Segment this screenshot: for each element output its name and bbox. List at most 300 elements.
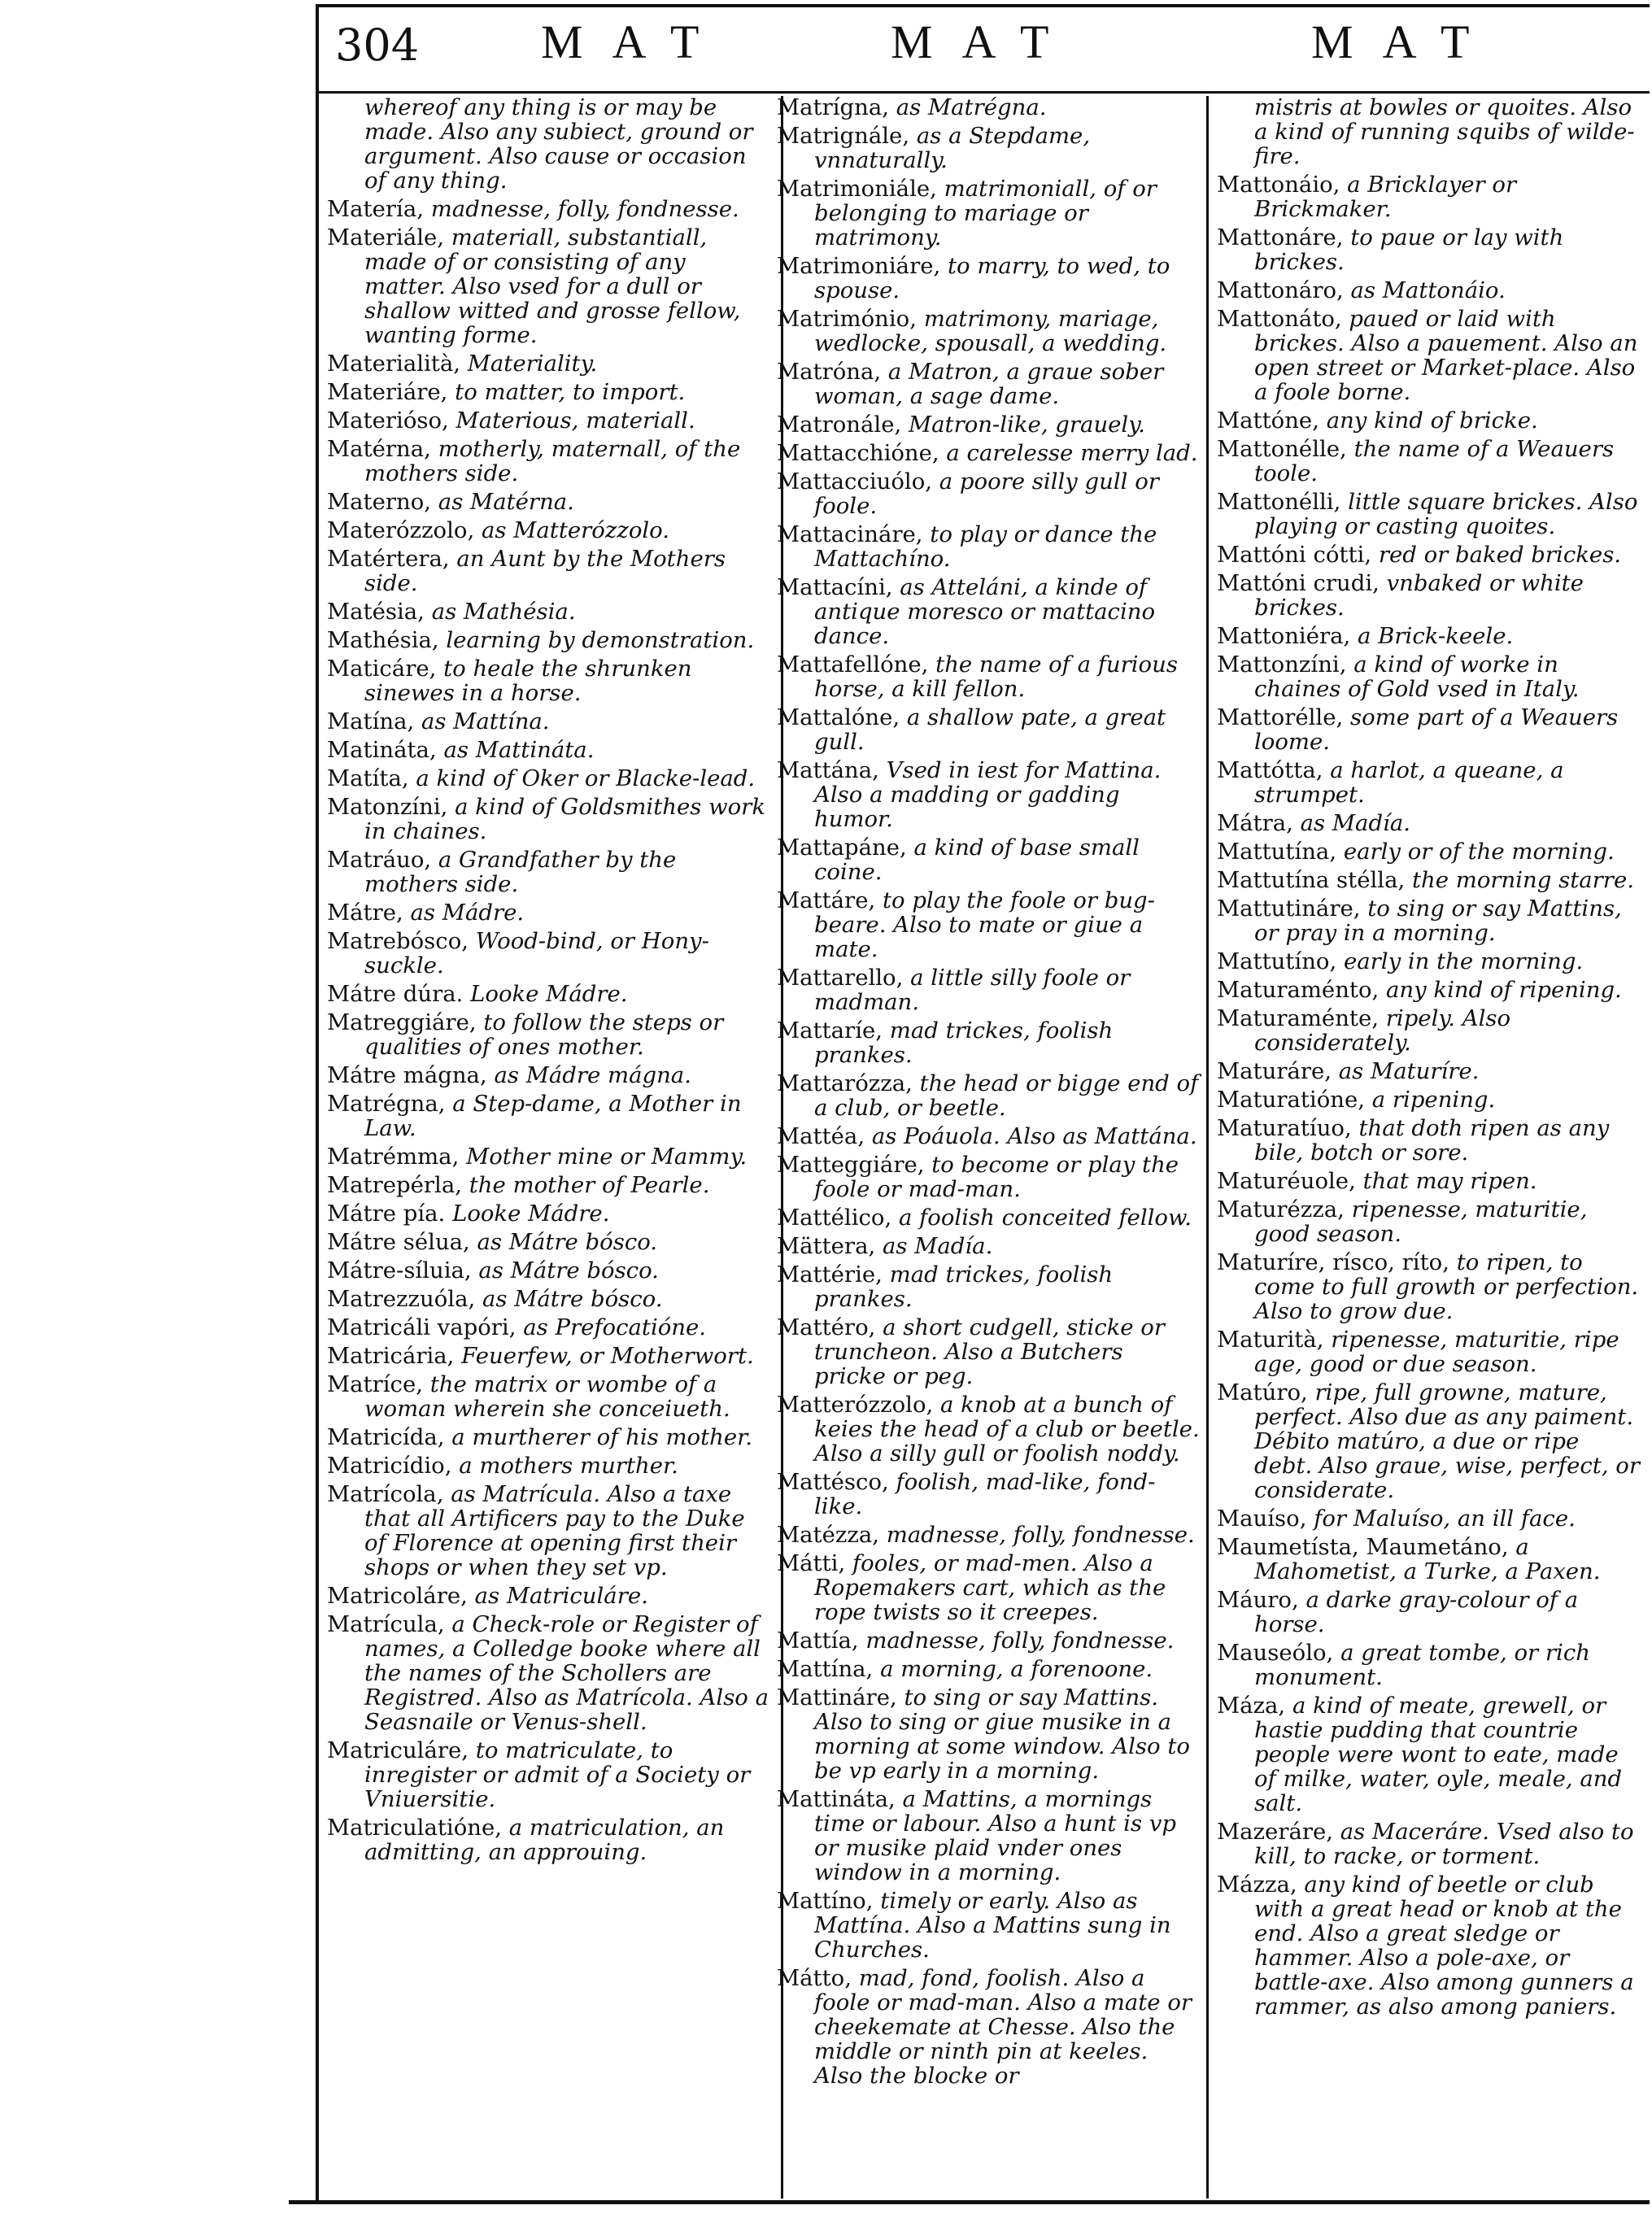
running-head-right: MAT — [1311, 15, 1499, 68]
entry-headword: Maturáre, — [1217, 1058, 1332, 1084]
dictionary-entry — [1217, 1820, 1640, 1868]
entry-headword: Mathésia, — [327, 627, 439, 653]
entry-headword: Mattíno, — [777, 1888, 874, 1914]
dictionary-entry — [327, 1315, 773, 1340]
dictionary-entry — [327, 1738, 773, 1811]
entry-definition: ripely. Also considerately. — [1254, 1005, 1511, 1056]
dictionary-entry — [327, 1815, 773, 1864]
entry-headword: Maturíre, rísco, ríto, — [1217, 1249, 1449, 1275]
dictionary-entry — [1217, 1169, 1640, 1193]
entry-definition: Materious, materiall. — [455, 407, 695, 434]
entry-definition: as Atteláni, a kinde of antique moresco or mattacino dance. — [814, 574, 1156, 649]
entry-definition: madnesse, folly, fondnesse. — [865, 1628, 1175, 1654]
entry-headword: Mattacíni, — [777, 574, 893, 600]
entry-headword: Matrégna, — [327, 1091, 446, 1117]
dictionary-entry — [777, 307, 1200, 355]
entry-definition: as Mádre. — [410, 900, 525, 926]
entry-headword: Mattonélli, — [1217, 489, 1341, 515]
dictionary-entry — [327, 490, 773, 514]
entry-definition: a Check-role or Register of names, a Colledge booke where all the names of the Schollers are Registred. Also as Matrícola. Also a Seasnaile or Venus-shell. — [364, 1611, 769, 1735]
dictionary-entry — [777, 1018, 1200, 1067]
entry-definition: a knob at a bunch of keies the head of a club or beetle. Also a silly gull or foolish noddy. — [814, 1392, 1200, 1467]
entry-definition: as Matterózzolo. — [481, 517, 669, 543]
entry-headword: Mazeráre, — [1217, 1819, 1334, 1845]
dictionary-entry — [327, 1453, 773, 1478]
dictionary-entry — [777, 1889, 1200, 1962]
entry-definition: a Bricklayer or Brickmaker. — [1254, 172, 1517, 222]
entry-headword: Mattóni crudi, — [1217, 570, 1380, 596]
entry-definition: a darke gray-colour of a horse. — [1254, 1587, 1579, 1637]
entry-headword: Matrícula, — [327, 1611, 445, 1637]
entry-headword: Mátra, — [1217, 810, 1293, 836]
entry-definition: foolish, mad-like, fond-like. — [814, 1469, 1156, 1519]
entry-definition: a kind of Goldsmithes work in chaines. — [364, 794, 765, 844]
entry-headword: Matreggiáre, — [327, 1009, 477, 1035]
entry-definition: ripenesse, maturitie, good season. — [1254, 1196, 1588, 1247]
dictionary-entry — [777, 522, 1200, 571]
entry-definition: to ripen, to come to full growth or perfection. Also to grow due. — [1254, 1249, 1639, 1324]
entry-definition: Materiality. — [467, 351, 598, 377]
entry-headword: Máuro, — [1217, 1587, 1299, 1613]
entry-headword: Mattoniéra, — [1217, 623, 1351, 649]
dictionary-entry — [777, 1262, 1200, 1311]
entry-definition: mad, fond, foolish. Also a foole or mad-man. Also a mate or cheekemate at Chesse. Also the middle or ninth pin at keeles. Also the blocke or — [814, 1965, 1192, 2089]
entry-definition: an Aunt by the Mothers side. — [364, 546, 726, 596]
entry-definition: a harlot, a queane, a strumpet. — [1254, 757, 1564, 808]
entry-definition: Feuerfew, or Motherwort. — [461, 1343, 754, 1369]
dictionary-entry — [777, 575, 1200, 648]
dictionary-entry — [1217, 705, 1640, 754]
entry-headword: Matíta, — [327, 765, 409, 791]
entry-continuation: mistris at bowles or quoites. Also a kind of running squibs of wilde-fire. — [1254, 94, 1635, 169]
entry-headword: Mázza, — [1217, 1872, 1297, 1898]
entry-definition: any kind of beetle or club with a great head or knob at the end. Also a great sledge or hammer. Also a pole-axe, or battle-axe. Also among gunners a rammer, as also among paniers. — [1254, 1872, 1634, 2020]
entry-headword: Mátre dúra. — [327, 981, 464, 1007]
entry-definition: that doth ripen as any bile, botch or sore. — [1254, 1115, 1610, 1166]
entry-headword: Maturaménto, — [1217, 977, 1380, 1003]
dictionary-entry — [777, 412, 1200, 437]
entry-headword: Maumetísta, Maumetáno, — [1217, 1534, 1509, 1560]
entry-definition: madnesse, folly, fondnesse. — [886, 1522, 1195, 1548]
entry-headword: Matonzíni, — [327, 794, 448, 820]
entry-headword: Maturézza, — [1217, 1196, 1345, 1222]
entry-definition: as Prefocatióne. — [523, 1314, 707, 1340]
entry-headword: Matricária, — [327, 1343, 455, 1369]
entry-definition: as Mádre mágna. — [494, 1062, 691, 1088]
entry-definition: the name of a Weauers toole. — [1254, 436, 1615, 486]
entry-definition: as Madía. — [882, 1233, 993, 1259]
dictionary-entry — [1217, 758, 1640, 807]
dictionary-entry — [777, 1205, 1200, 1230]
entry-definition: as Matrégna. — [896, 94, 1047, 120]
entry-headword: Matríce, — [327, 1371, 423, 1397]
entry-definition: to play the foole or bug-beare. Also to mate or giue a mate. — [814, 887, 1155, 962]
entry-definition: as Poáuola. Also as Mattána. — [871, 1123, 1197, 1149]
entry-definition: a kind of base small coine. — [814, 835, 1140, 885]
dictionary-entry — [777, 469, 1200, 518]
entry-headword: Mattorélle, — [1217, 704, 1344, 730]
dictionary-entry — [1217, 225, 1640, 274]
dictionary-entry — [1217, 1116, 1640, 1165]
dictionary-entry — [777, 360, 1200, 408]
entry-headword: Maturità, — [1217, 1327, 1324, 1353]
dictionary-entry — [1217, 624, 1640, 648]
dictionary-entry — [327, 518, 773, 543]
entry-headword: Mattonzíni, — [1217, 652, 1347, 678]
dictionary-entry — [1217, 278, 1640, 303]
dictionary-entry — [1217, 811, 1640, 835]
dictionary-entry — [777, 1315, 1200, 1388]
entry-headword: Matrepérla, — [327, 1172, 462, 1198]
entry-definition: any kind of bricke. — [1326, 407, 1538, 434]
entry-headword: Mattélico, — [777, 1205, 892, 1231]
dictionary-entry — [777, 1628, 1200, 1653]
entry-headword: Mattutíno, — [1217, 948, 1337, 974]
page-border-bottom — [289, 2200, 1650, 2204]
entry-definition: as Mathésia. — [431, 599, 576, 625]
entry-headword: Mattacináre, — [777, 521, 923, 547]
entry-headword: Matricáli vapóri, — [327, 1314, 517, 1340]
entry-headword: Maturatióne, — [1217, 1087, 1365, 1113]
dictionary-entry — [327, 1230, 773, 1254]
dictionary-entry — [777, 888, 1200, 961]
entry-headword: Mattináre, — [777, 1684, 897, 1711]
dictionary-entry — [1217, 543, 1640, 567]
dictionary-entry — [777, 1551, 1200, 1624]
entry-definition: Looke Mádre. — [470, 981, 628, 1007]
dictionary-entry — [1217, 1250, 1640, 1323]
dictionary-entry — [1217, 1588, 1640, 1637]
dictionary-entry — [327, 709, 773, 734]
dictionary-entry — [1217, 1327, 1640, 1376]
dictionary-entry — [327, 1612, 773, 1734]
dictionary-entry — [777, 1234, 1200, 1258]
dictionary-entry — [1217, 839, 1640, 864]
dictionary-entry — [327, 225, 773, 347]
entry-headword: Mattótta, — [1217, 757, 1323, 783]
dictionary-entry — [327, 656, 773, 705]
entry-definition: a Matron, a graue sober woman, a sage dame. — [814, 359, 1164, 409]
entry-headword: Mattía, — [777, 1628, 859, 1654]
dictionary-entry — [777, 1153, 1200, 1201]
entry-headword: Máza, — [1217, 1693, 1286, 1719]
dictionary-entry — [1217, 408, 1640, 433]
dictionary-entry — [327, 547, 773, 595]
dictionary-entry — [777, 1787, 1200, 1885]
entry-definition: as Mattináta. — [443, 737, 595, 763]
entry-headword: Matrimónio, — [777, 306, 917, 332]
entry-definition: Looke Mádre. — [452, 1201, 610, 1227]
entry-headword: Matróna, — [777, 359, 882, 385]
entry-definition: as Mátre bósco. — [477, 1229, 658, 1255]
dictionary-entry — [1217, 490, 1640, 538]
entry-definition: a Brick-keele. — [1358, 623, 1514, 649]
dictionary-entry — [327, 1287, 773, 1311]
entry-definition: to marry, to wed, to spouse. — [814, 253, 1170, 303]
dictionary-entry — [327, 437, 773, 486]
entry-headword: Matína, — [327, 708, 415, 734]
entry-headword: Matricoláre, — [327, 1583, 468, 1609]
dictionary-entry — [1217, 1059, 1640, 1083]
entry-headword: Matrimoniáre, — [777, 253, 941, 279]
dictionary-entry — [1217, 1197, 1640, 1246]
dictionary-entry — [327, 197, 773, 221]
entry-headword: Maturéuole, — [1217, 1168, 1356, 1194]
entry-headword: Mattutína stélla, — [1217, 867, 1406, 893]
entry-headword: Matináta, — [327, 737, 437, 763]
dictionary-entry — [777, 1657, 1200, 1681]
dictionary-entry — [1217, 1006, 1640, 1055]
dictionary-entry — [1217, 1380, 1640, 1502]
dictionary-entry — [777, 758, 1200, 831]
entry-headword: Matronále, — [777, 412, 902, 438]
dictionary-entry — [777, 95, 1200, 120]
entry-definition: matrimoniall, of or belonging to mariage or matrimony. — [814, 176, 1157, 251]
entry-headword: Mattéa, — [777, 1123, 865, 1149]
entry-headword: Matrémma, — [327, 1144, 460, 1170]
entry-definition: Mother mine or Mammy. — [466, 1144, 748, 1170]
entry-headword: Mättera, — [777, 1233, 876, 1259]
entry-definition: to play or dance the Mattachíno. — [814, 521, 1157, 572]
entry-definition: little square brickes. Also playing or casting quoites. — [1254, 489, 1638, 539]
dictionary-entry — [327, 929, 773, 978]
entry-headword: Matértera, — [327, 546, 450, 572]
dictionary-entry — [327, 1201, 773, 1226]
dictionary-entry — [327, 900, 773, 925]
dictionary-column-middle — [777, 95, 1200, 2092]
dictionary-entry — [777, 965, 1200, 1014]
entry-definition: to heale the shrunken sinewes in a horse. — [364, 656, 692, 706]
entry-definition: any kind of ripening. — [1386, 977, 1622, 1003]
dictionary-entry — [327, 1584, 773, 1608]
entry-headword: Mattonélle, — [1217, 436, 1347, 462]
entry-headword: Materialità, — [327, 351, 460, 377]
entry-definition: matrimony, mariage, wedlocke, spousall, a wedding. — [814, 306, 1167, 356]
entry-headword: Matriculáre, — [327, 1737, 469, 1763]
dictionary-column-left — [327, 95, 773, 1868]
entry-headword: Materno, — [327, 489, 432, 515]
dictionary-entry — [327, 1372, 773, 1421]
entry-definition: early in the morning. — [1343, 948, 1584, 974]
entry-headword: Mátre pía. — [327, 1201, 446, 1227]
entry-headword: Matrimoniále, — [777, 176, 937, 202]
entry-definition: to sing or say Mattins, or pray in a morning. — [1254, 896, 1622, 946]
dictionary-entry — [777, 441, 1200, 465]
dictionary-entry — [1217, 1506, 1640, 1531]
entry-headword: Mattutináre, — [1217, 896, 1361, 922]
entry-headword: Mátre-síluia, — [327, 1257, 472, 1284]
dictionary-entry — [327, 738, 773, 762]
entry-definition: a Mattins, a mornings time or labour. Also a hunt is vp or musike plaid vnder ones window in a morning. — [814, 1786, 1176, 1885]
entry-definition: a murtherer of his mother. — [451, 1424, 753, 1450]
entry-headword: Materózzolo, — [327, 517, 475, 543]
entry-headword: Matúro, — [1217, 1379, 1308, 1406]
entry-definition: learning by demonstration. — [446, 627, 755, 653]
dictionary-entry — [777, 124, 1200, 172]
entry-headword: Matricída, — [327, 1424, 445, 1450]
entry-headword: Matrignále, — [777, 123, 910, 149]
running-head-middle: MAT — [891, 15, 1079, 68]
dictionary-entry — [327, 795, 773, 843]
entry-definition: ripenesse, maturitie, ripe age, good or due season. — [1254, 1327, 1619, 1377]
entry-headword: Mátre sélua, — [327, 1229, 470, 1255]
entry-definition: motherly, maternall, of the mothers side. — [364, 436, 741, 486]
entry-headword: Mattésco, — [777, 1469, 889, 1495]
dictionary-entry — [327, 351, 773, 376]
entry-headword: Mattacciuólo, — [777, 469, 933, 495]
entry-definition: a kind of worke in chaines of Gold vsed in Italy. — [1254, 652, 1580, 702]
entry-definition: vnbaked or white brickes. — [1254, 570, 1584, 621]
entry-headword: Matrezzuóla, — [327, 1286, 476, 1312]
entry-definition: a Grandfather by the mothers side. — [364, 847, 677, 897]
entry-definition: the morning starre. — [1411, 867, 1634, 893]
entry-definition: that may ripen. — [1362, 1168, 1537, 1194]
dictionary-entry — [327, 1144, 773, 1169]
entry-headword: Mattacchióne, — [777, 440, 939, 466]
dictionary-entry — [327, 1063, 773, 1087]
entry-headword: Mátre mágna, — [327, 1062, 487, 1088]
entry-definition: as Maceráre. Vsed also to kill, to racke, or torment. — [1254, 1819, 1634, 1869]
column-rule — [1206, 96, 1209, 2199]
dictionary-entry — [777, 1071, 1200, 1120]
entry-definition: ripe, full growne, mature, perfect. Also due as any paiment. Débito matúro, a due or ripe debt. Also graue, wise, perfect, or considerate. — [1254, 1379, 1641, 1503]
dictionary-entry — [1217, 307, 1640, 404]
entry-definition: fooles, or mad-men. Also a Ropemakers cart, which as the rope twists so it creepes. — [814, 1550, 1166, 1625]
entry-definition: as a Stepdame, vnnaturally. — [814, 123, 1091, 173]
entry-definition: the head or bigge end of a club, or beetle. — [814, 1070, 1199, 1121]
entry-headword: Matrebósco, — [327, 928, 469, 954]
entry-definition: a morning, a forenoone. — [880, 1656, 1153, 1682]
dictionary-entry — [1217, 868, 1640, 892]
dictionary-entry — [327, 1092, 773, 1140]
entry-definition: early or of the morning. — [1343, 839, 1615, 865]
entry-definition: timely or early. Also as Mattína. Also a Mattins sung in Churches. — [814, 1888, 1171, 1963]
dictionary-entry — [1217, 437, 1640, 486]
entry-definition: to matter, to import. — [455, 379, 686, 405]
dictionary-entry — [327, 766, 773, 791]
entry-definition: Matron-like, grauely. — [908, 412, 1145, 438]
entry-headword: Matézza, — [777, 1522, 879, 1548]
page-number: 304 — [335, 20, 420, 71]
entry-headword: Mattarózza, — [777, 1070, 913, 1096]
entry-definition: a matriculation, an admitting, an approuing. — [364, 1815, 725, 1865]
entry-headword: Mátre, — [327, 900, 403, 926]
entry-headword: Mattína, — [777, 1656, 874, 1682]
entry-headword: Matteggiáre, — [777, 1152, 925, 1178]
entry-headword: Matrígna, — [777, 94, 889, 120]
entry-definition: a mothers murther. — [459, 1453, 678, 1479]
entry-headword: Mattarello, — [777, 965, 904, 991]
dictionary-entry — [1217, 1641, 1640, 1689]
entry-definition: madnesse, folly, fondnesse. — [430, 196, 739, 222]
dictionary-entry — [1217, 1872, 1640, 2019]
entry-definition: a little silly foole or madman. — [814, 965, 1131, 1015]
dictionary-entry — [777, 652, 1200, 701]
entry-definition: red or baked brickes. — [1378, 542, 1622, 568]
dictionary-entry — [327, 848, 773, 896]
entry-headword: Matería, — [327, 196, 424, 222]
entry-definition: Vsed in iest for Mattina. Also a madding or gadding humor. — [814, 757, 1162, 832]
entry-definition: the mother of Pearle. — [469, 1172, 710, 1198]
entry-headword: Matriculatióne, — [327, 1815, 502, 1841]
running-head-left: MAT — [541, 15, 729, 68]
entry-headword: Maticáre, — [327, 656, 437, 682]
entry-definition: as Matrícula. Also a taxe that all Artificers pay to the Duke of Florence at opening first their shops or when they set vp. — [364, 1481, 745, 1580]
entry-definition: to paue or lay with brickes. — [1254, 224, 1564, 275]
entry-headword: Mattonáio, — [1217, 172, 1340, 198]
entry-headword: Mattáre, — [777, 887, 876, 913]
dictionary-entry — [777, 1685, 1200, 1783]
entry-headword: Mattérie, — [777, 1262, 883, 1288]
entry-definition: a poore silly gull or foole. — [814, 469, 1159, 519]
page-border-top — [316, 4, 1650, 7]
entry-definition: paued or laid with brickes. Also a pauement. Also an open street or Market-place. Also a foole borne. — [1254, 306, 1638, 405]
entry-headword: Materióso, — [327, 407, 449, 434]
dictionary-entry — [327, 408, 773, 433]
entry-definition: the name of a furious horse, a kill fellon. — [814, 652, 1178, 702]
dictionary-entry — [327, 599, 773, 624]
entry-headword: Mattonáro, — [1217, 277, 1344, 303]
entry-headword: Mattutína, — [1217, 839, 1337, 865]
entry-headword: Matérna, — [327, 436, 431, 462]
dictionary-entry — [1217, 172, 1640, 221]
entry-definition: to follow the steps or qualities of ones mother. — [364, 1009, 724, 1060]
dictionary-entry — [777, 177, 1200, 250]
entry-headword: Mauíso, — [1217, 1506, 1307, 1532]
entry-definition: a great tombe, or rich monument. — [1254, 1640, 1590, 1690]
entry-headword: Mattonáre, — [1217, 224, 1344, 251]
dictionary-entry — [777, 1966, 1200, 2088]
entry-headword: Mattána, — [777, 757, 879, 783]
entry-definition: a ripening. — [1371, 1087, 1496, 1113]
entry-definition: some part of a Weauers loome. — [1254, 704, 1619, 755]
dictionary-entry — [327, 1482, 773, 1580]
dictionary-entry — [327, 1344, 773, 1368]
dictionary-entry — [327, 982, 773, 1006]
entry-headword: Mattóne, — [1217, 407, 1319, 434]
dictionary-entry — [777, 254, 1200, 303]
entry-definition: as Mattína. — [421, 708, 550, 734]
entry-definition: materiall, substantiall, made of or consisting of any matter. Also vsed for a dull or shallow witted and grosse fellow, wanting forme. — [364, 224, 741, 348]
entry-definition: a Step-dame, a Mother in Law. — [364, 1091, 742, 1141]
entry-headword: Mattináta, — [777, 1786, 896, 1812]
header-rule — [319, 91, 1650, 94]
entry-definition: a foolish conceited fellow. — [898, 1205, 1192, 1231]
entry-definition: as Madía. — [1300, 810, 1410, 836]
entry-definition: mad trickes, foolish prankes. — [814, 1262, 1114, 1312]
entry-headword: Matráuo, — [327, 847, 432, 873]
entry-definition: as Maturíre. — [1338, 1058, 1480, 1084]
entry-headword: Mattéro, — [777, 1314, 876, 1340]
dictionary-entry — [777, 1523, 1200, 1547]
page-border-left — [316, 4, 319, 2200]
entry-headword: Mattafellóne, — [777, 652, 929, 678]
entry-definition: to sing or say Mattins. Also to sing or giue musike in a morning at some window. Also to be vp early in a morning. — [814, 1684, 1190, 1784]
entry-headword: Mátti, — [777, 1550, 846, 1576]
entry-headword: Mauseólo, — [1217, 1640, 1334, 1666]
entry-definition: as Mátre bósco. — [478, 1257, 659, 1284]
dictionary-column-right — [1217, 95, 1640, 2023]
entry-headword: Mattapáne, — [777, 835, 907, 861]
entry-definition: a kind of Oker or Blacke-lead. — [416, 765, 756, 791]
entry-continuation: whereof any thing is or may be made. Also any subiect, ground or argument. Also cause or occasion of any thing. — [364, 94, 753, 194]
dictionary-entry — [327, 1258, 773, 1283]
dictionary-entry — [777, 1392, 1200, 1466]
dictionary-entry — [1217, 896, 1640, 945]
dictionary-entry — [777, 705, 1200, 754]
dictionary-entry — [777, 1124, 1200, 1148]
entry-headword: Mattóni cótti, — [1217, 542, 1372, 568]
